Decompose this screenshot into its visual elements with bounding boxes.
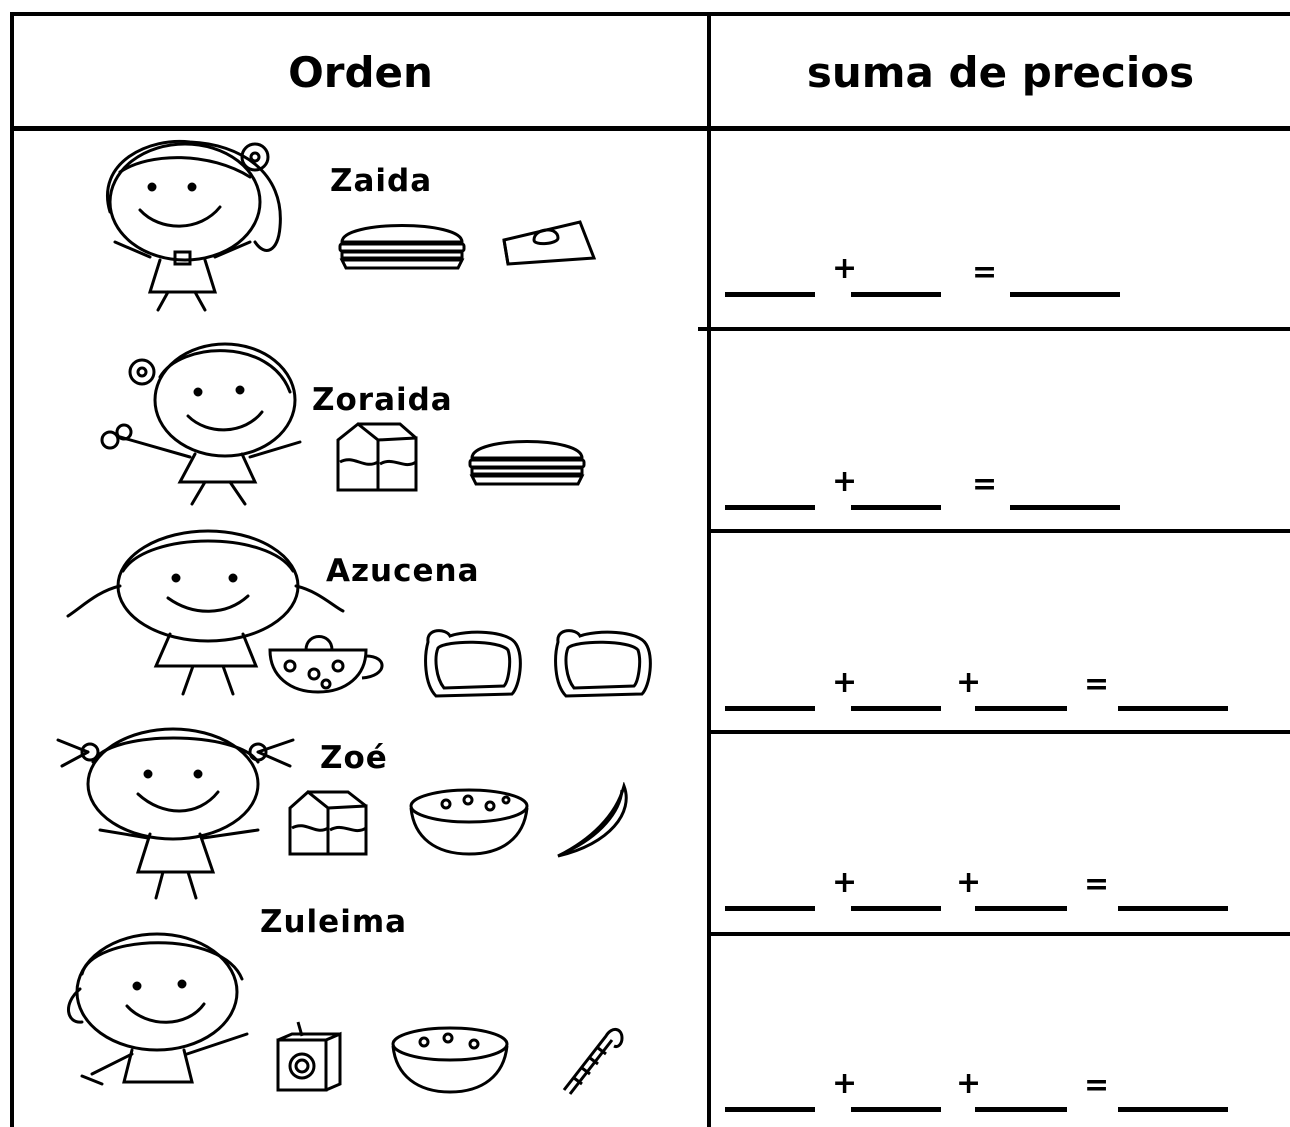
plus-sign: +	[832, 665, 858, 700]
cereal-bowl-icon	[406, 786, 532, 858]
plus-sign: +	[956, 1066, 982, 1101]
banana-icon	[550, 782, 636, 860]
header-order: Orden	[288, 47, 433, 97]
sum-blank[interactable]	[1010, 292, 1120, 297]
row-divider	[698, 327, 1290, 331]
row-divider	[708, 529, 1290, 533]
milk-carton-icon	[286, 788, 370, 858]
girl-illustration	[80, 332, 310, 514]
student-name: Zaida	[330, 163, 433, 199]
answer-blank[interactable]	[851, 906, 941, 911]
student-name: Azucena	[326, 553, 480, 589]
table-border-left	[10, 12, 14, 1127]
column-divider	[707, 12, 711, 1127]
cake-slice-icon	[500, 218, 598, 268]
answer-blank[interactable]	[725, 906, 815, 911]
sum-blank[interactable]	[1118, 906, 1228, 911]
student-name: Zoé	[320, 740, 388, 776]
girl-illustration	[38, 722, 308, 904]
soup-bowl-icon	[388, 1024, 512, 1096]
answer-blank[interactable]	[725, 706, 815, 711]
toast-icon	[546, 626, 658, 700]
equals-sign: =	[1084, 1068, 1110, 1103]
row-divider	[708, 730, 1290, 734]
girl-illustration	[42, 924, 272, 1094]
candy-cane-icon	[556, 1018, 628, 1096]
answer-blank[interactable]	[851, 505, 941, 510]
equals-sign: =	[1084, 667, 1110, 702]
student-name: Zoraida	[312, 382, 453, 418]
equals-sign: =	[1084, 867, 1110, 902]
sandwich-icon	[468, 430, 586, 486]
plus-sign: +	[832, 1066, 858, 1101]
plus-sign: +	[832, 464, 858, 499]
row-divider	[708, 932, 1290, 936]
plus-sign: +	[832, 865, 858, 900]
answer-blank[interactable]	[975, 906, 1067, 911]
toast-icon	[416, 626, 528, 700]
plus-sign: +	[832, 251, 858, 286]
equals-sign: =	[972, 255, 998, 290]
student-name: Zuleima	[260, 904, 408, 940]
milk-carton-icon	[334, 420, 420, 494]
answer-blank[interactable]	[851, 706, 941, 711]
plus-sign: +	[956, 665, 982, 700]
equals-sign: =	[972, 467, 998, 502]
plus-sign: +	[956, 865, 982, 900]
answer-blank[interactable]	[851, 292, 941, 297]
answer-blank[interactable]	[975, 1107, 1067, 1112]
juice-box-icon	[272, 1020, 346, 1094]
girl-illustration	[80, 132, 310, 317]
cup-icon	[266, 626, 392, 696]
answer-blank[interactable]	[725, 1107, 815, 1112]
answer-blank[interactable]	[725, 292, 815, 297]
answer-blank[interactable]	[851, 1107, 941, 1112]
sum-blank[interactable]	[1118, 706, 1228, 711]
sandwich-icon	[338, 214, 466, 270]
sum-blank[interactable]	[1010, 505, 1120, 510]
answer-blank[interactable]	[725, 505, 815, 510]
answer-blank[interactable]	[975, 706, 1067, 711]
header-sum-of-prices: suma de precios	[806, 47, 1195, 97]
sum-blank[interactable]	[1118, 1107, 1228, 1112]
